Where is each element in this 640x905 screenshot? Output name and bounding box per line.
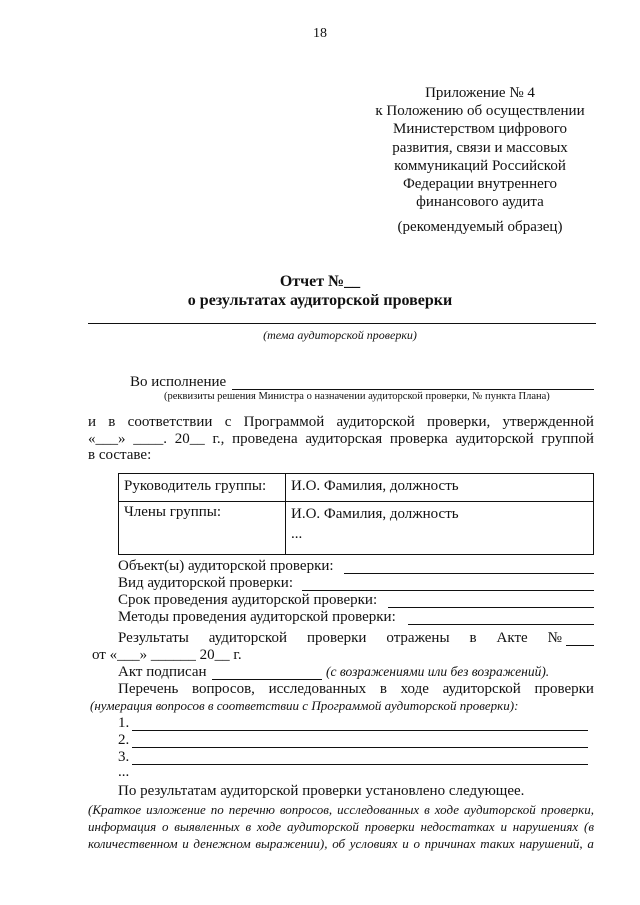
execution-caption: (реквизиты решения Министра о назначении аудиторской проверки, № пункта Плана)	[164, 391, 550, 402]
appendix-line: Федерации внутреннего	[402, 176, 558, 193]
results-line: Результаты аудиторской проверки отражены в Акте №	[118, 630, 562, 646]
question-item-3: 3.	[118, 749, 130, 765]
questions-line: Перечень вопросов, исследованных в ходе аудиторской проверки	[118, 681, 594, 697]
program-line-1: и в соответствии с Программой аудиторской проверки, утвержденной	[88, 414, 594, 430]
group-members-value: И.О. Фамилия, должность	[291, 506, 459, 522]
topic-caption: (тема аудиторской проверки)	[263, 328, 417, 342]
appendix-line: Приложение № 4	[425, 85, 535, 101]
summary-line-2: информация о выявленных в ходе аудиторской проверки недостатках и нарушениях (в	[88, 819, 594, 834]
summary-line-3: количественном и денежном выражении), об условиях и о причинах таких нарушений, а	[88, 836, 594, 851]
type-label: Вид аудиторской проверки:	[118, 575, 294, 591]
act-signed-line	[212, 679, 322, 680]
question-item-1: 1.	[118, 715, 130, 731]
group-leader-value: И.О. Фамилия, должность	[286, 474, 594, 502]
appendix-line: к Положению об осуществлении	[375, 103, 585, 120]
question-ellipsis: ...	[118, 764, 130, 780]
appendix-line: коммуникаций Российской	[394, 157, 566, 174]
methods-label: Методы проведения аудиторской проверки:	[118, 609, 396, 625]
recommended-sample: (рекомендуемый образец)	[397, 219, 563, 235]
appendix-line: Министерством цифрового	[393, 121, 567, 138]
questions-note: (нумерация вопросов в соответствии с Программой аудиторской проверки):	[90, 698, 519, 713]
group-leader-label: Руководитель группы:	[119, 474, 286, 502]
methods-line	[408, 624, 594, 625]
act-number-line	[566, 645, 594, 646]
question-line-1	[132, 730, 588, 731]
group-members-label: Члены группы:	[119, 502, 286, 555]
group-members-ellipsis: ...	[291, 526, 303, 542]
execution-label: Во исполнение	[130, 374, 227, 390]
audit-group-table	[118, 473, 594, 555]
question-item-2: 2.	[118, 732, 130, 748]
type-line	[302, 590, 594, 591]
report-subtitle: о результатах аудиторской проверки	[187, 292, 453, 309]
act-date: от «___» ______ 20__ г.	[92, 647, 242, 663]
program-line-2: «___» ____. 20__ г., проведена аудиторская проверка аудиторской группой	[88, 431, 594, 447]
appendix-line: финансового аудита	[416, 194, 544, 211]
topic-line	[88, 323, 596, 324]
act-signed-label: Акт подписан	[118, 664, 207, 680]
term-label: Срок проведения аудиторской проверки:	[118, 592, 378, 608]
act-note: (с возражениями или без возражений).	[326, 664, 550, 679]
report-title: Отчет №__	[279, 273, 361, 290]
summary-line-1: (Краткое изложение по перечню вопросов, исследованных в ходе аудиторской проверки,	[88, 802, 594, 817]
question-line-2	[132, 747, 588, 748]
execution-line	[232, 389, 594, 390]
object-label: Объект(ы) аудиторской проверки:	[118, 558, 334, 574]
conclusion-line: По результатам аудиторской проверки установлено следующее.	[118, 783, 525, 799]
appendix-header	[360, 84, 600, 211]
program-line-3: в составе:	[88, 447, 152, 463]
object-line	[344, 573, 594, 574]
term-line	[388, 607, 594, 608]
page-number: 18	[313, 26, 327, 41]
question-line-3	[132, 764, 588, 765]
appendix-line: развития, связи и массовых	[392, 139, 568, 156]
